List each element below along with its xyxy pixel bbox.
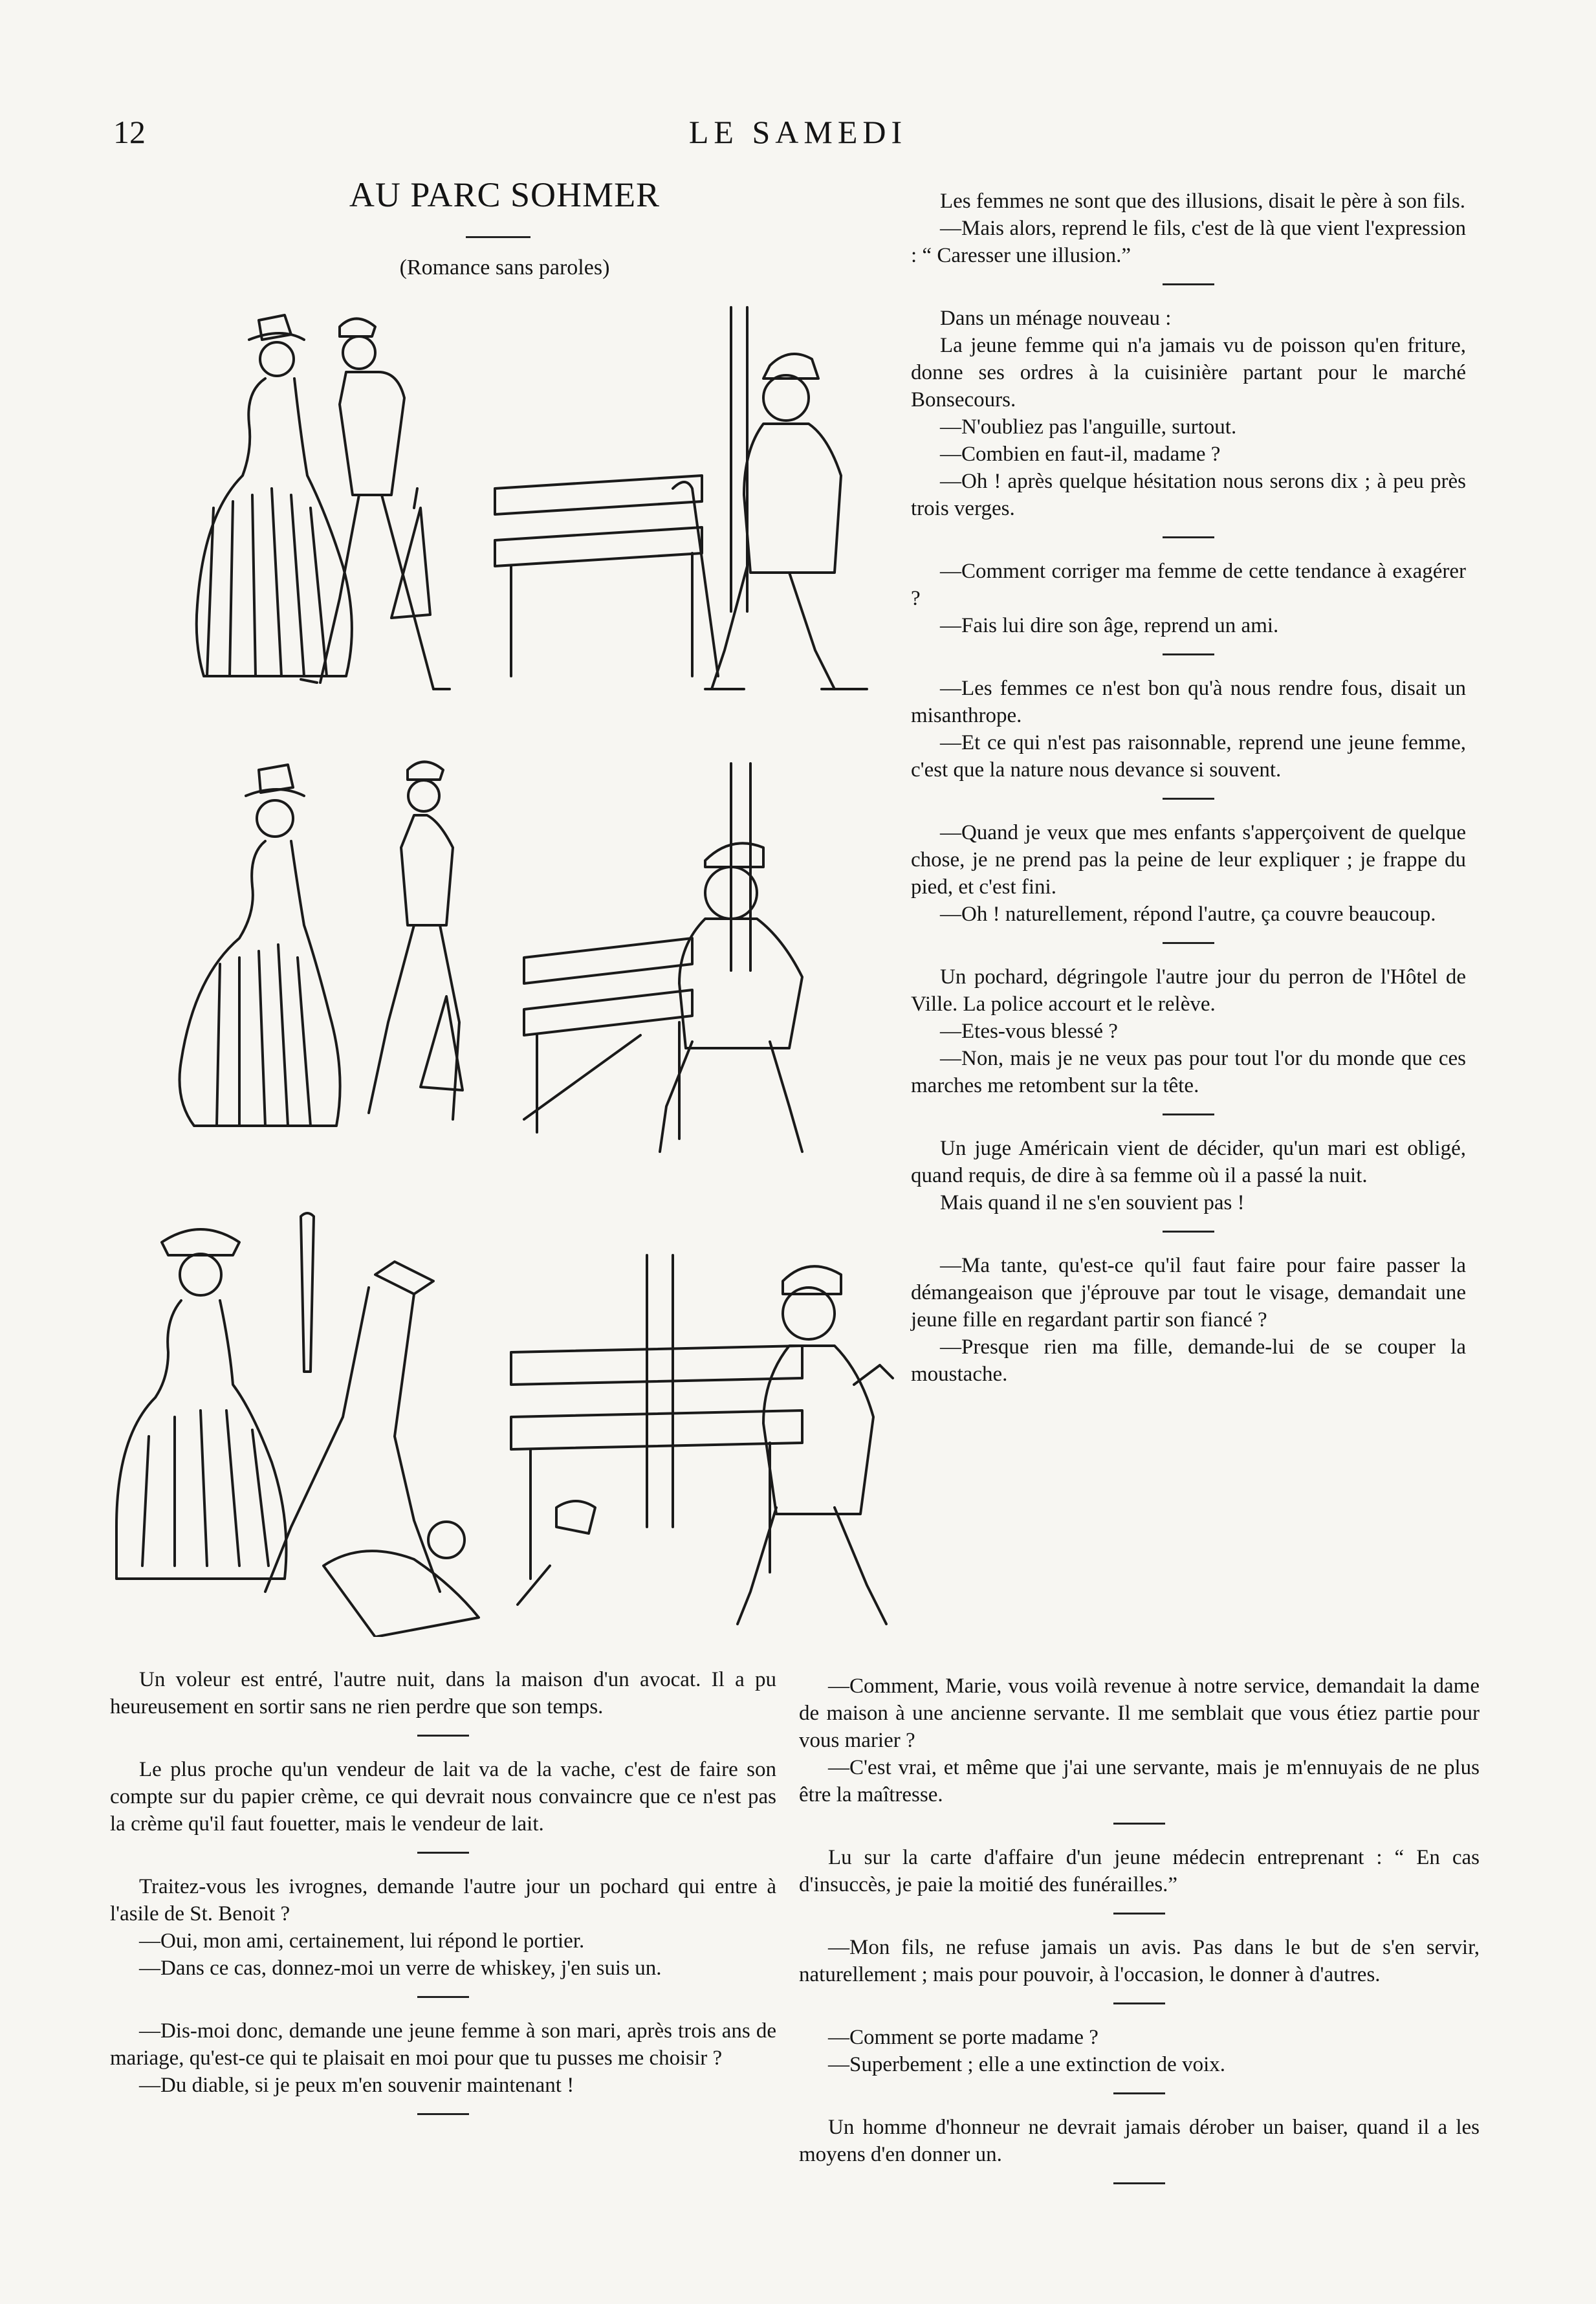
separator-rule — [1163, 283, 1214, 285]
anecdote-paragraph: —Les femmes ce n'est bon qu'à nous rendre fous, disait un misanthrope. — [911, 677, 1466, 727]
anecdote-paragraph: Le plus proche qu'un vendeur de lait va de la vache, c'est de faire son compte sur du papier crème, ce qui devrait nous convaincre que ce n'est pas la crème qu'il faut fouetter, mais le vendeur de lait. — [110, 1758, 776, 1836]
separator-rule — [1163, 1114, 1214, 1115]
separator-rule — [1163, 653, 1214, 655]
separator-rule — [1113, 2092, 1165, 2094]
anecdote-paragraph: —Oh ! naturellement, répond l'autre, ça couvre beaucoup. — [940, 903, 1436, 926]
separator-rule — [1113, 1913, 1165, 1915]
right-column-anecdotes — [911, 188, 1466, 1388]
separator-rule — [1113, 2002, 1165, 2004]
anecdote-paragraph: —Dans ce cas, donnez-moi un verre de whiskey, j'en suis un. — [139, 1957, 662, 1980]
anecdote-paragraph: Lu sur la carte d'affaire d'un jeune médecin entreprenant : “ En cas d'insuccès, je paie la moitié des funérailles.” — [799, 1846, 1480, 1896]
story-title: AU PARC SOHMER — [349, 175, 661, 214]
separator-rule — [1163, 798, 1214, 800]
title-rule — [466, 236, 530, 238]
separator-rule — [1113, 2182, 1165, 2184]
anecdote-paragraph: —Fais lui dire son âge, reprend un ami. — [940, 614, 1279, 637]
anecdote-paragraph: —Non, mais je ne veux pas pour tout l'or du monde que ces marches me retombent sur la tête. — [911, 1047, 1466, 1097]
anecdote-paragraph: —Oh ! après quelque hésitation nous serons dix ; à peu près trois verges. — [911, 470, 1466, 520]
separator-rule — [1163, 1231, 1214, 1233]
separator-rule — [417, 2113, 469, 2115]
page-number: 12 — [113, 114, 146, 150]
anecdote-paragraph: —Etes-vous blessé ? — [940, 1020, 1118, 1043]
anecdote-paragraph: Un pochard, dégringole l'autre jour du perron de l'Hôtel de Ville. La police accourt et le relève. — [911, 965, 1466, 1016]
separator-rule — [417, 1996, 469, 1998]
anecdote-paragraph: —Oui, mon ami, certainement, lui répond le portier. — [139, 1929, 585, 1953]
anecdote-paragraph: —Quand je veux que mes enfants s'apperçoivent de quelque chose, je ne prend pas la peine de leur expliquer ; je frappe du pied, et c'est fini. — [911, 821, 1466, 899]
anecdote-paragraph: —Combien en faut-il, madame ? — [940, 443, 1221, 466]
separator-rule — [417, 1852, 469, 1854]
anecdote-paragraph: —Comment, Marie, vous voilà revenue à notre service, demandait la dame de maison à une ancienne servante. Il me semblait que vous étiez partie pour vous marier ? — [799, 1674, 1480, 1752]
anecdote-paragraph: Un voleur est entré, l'autre nuit, dans la maison d'un avocat. Il a pu heureusement en sortir sans ne rien perdre que son temps. — [110, 1668, 776, 1718]
left-bottom-anecdotes — [110, 1666, 776, 2134]
anecdote-paragraph: —Du diable, si je peux m'en souvenir maintenant ! — [139, 2074, 574, 2097]
illustration-panel-1 — [110, 294, 906, 715]
anecdote-paragraph: Dans un ménage nouveau : — [940, 307, 1172, 330]
anecdote-paragraph: Mais quand il ne s'en souvient pas ! — [940, 1191, 1245, 1214]
separator-rule — [417, 1735, 469, 1737]
anecdote-paragraph: —Superbement ; elle a une extinction de voix. — [828, 2053, 1225, 2076]
anecdote-paragraph: —Mais alors, reprend le fils, c'est de là que vient l'expression : “ Caresser une illusion.” — [911, 217, 1466, 267]
journal-title: LE SAMEDI — [688, 114, 908, 150]
separator-rule — [1163, 942, 1214, 944]
illustration-panel-3 — [110, 1203, 906, 1637]
anecdote-paragraph: —Presque rien ma fille, demande-lui de se couper la moustache. — [911, 1335, 1466, 1386]
separator-rule — [1113, 1823, 1165, 1825]
page-header — [0, 113, 1596, 165]
anecdote-paragraph: —Mon fils, ne refuse jamais un avis. Pas dans le but de s'en servir, naturellement ; mais pour pouvoir, à l'occasion, le donner à d'autres. — [799, 1936, 1480, 1986]
separator-rule — [1163, 536, 1214, 538]
anecdote-paragraph: —Et ce qui n'est pas raisonnable, reprend une jeune femme, c'est que la nature nous devance si souvent. — [911, 731, 1466, 782]
anecdote-paragraph: —N'oubliez pas l'anguille, surtout. — [940, 415, 1237, 439]
anecdote-paragraph: —Dis-moi donc, demande une jeune femme à son mari, après trois ans de mariage, qu'est-ce qui te plaisait en moi pour que tu pusses me choisir ? — [110, 2019, 776, 2070]
anecdote-paragraph: Traitez-vous les ivrognes, demande l'autre jour un pochard qui entre à l'asile de St. Benoit ? — [110, 1875, 776, 1925]
right-bottom-anecdotes — [799, 1673, 1480, 2204]
anecdote-paragraph: —Comment se porte madame ? — [828, 2026, 1099, 2049]
anecdote-paragraph: Un juge Américain vient de décider, qu'un mari est obligé, quand requis, de dire à sa femme où il a passé la nuit. — [911, 1137, 1466, 1187]
anecdote-paragraph: —Comment corriger ma femme de cette tendance à exagérer ? — [911, 560, 1466, 610]
anecdote-paragraph: —C'est vrai, et même que j'ai une servante, mais je m'ennuyais de ne plus être la maîtresse. — [799, 1756, 1480, 1806]
anecdote-paragraph: Un homme d'honneur ne devrait jamais dérober un baiser, quand il a les moyens d'en donner un. — [799, 2116, 1480, 2166]
anecdote-paragraph: Les femmes ne sont que des illusions, disait le père à son fils. — [940, 190, 1466, 213]
anecdote-paragraph: —Ma tante, qu'est-ce qu'il faut faire pour faire passer la démangeaison que j'éprouve par tout le visage, demandait une jeune fille en regardant partir son fiancé ? — [911, 1254, 1466, 1332]
illustration-panel-2 — [110, 751, 906, 1165]
story-subtitle: (Romance sans paroles) — [399, 256, 610, 280]
anecdote-paragraph: La jeune femme qui n'a jamais vu de poisson qu'en friture, donne ses ordres à la cuisinière partant pour le marché Bonsecours. — [911, 334, 1466, 411]
